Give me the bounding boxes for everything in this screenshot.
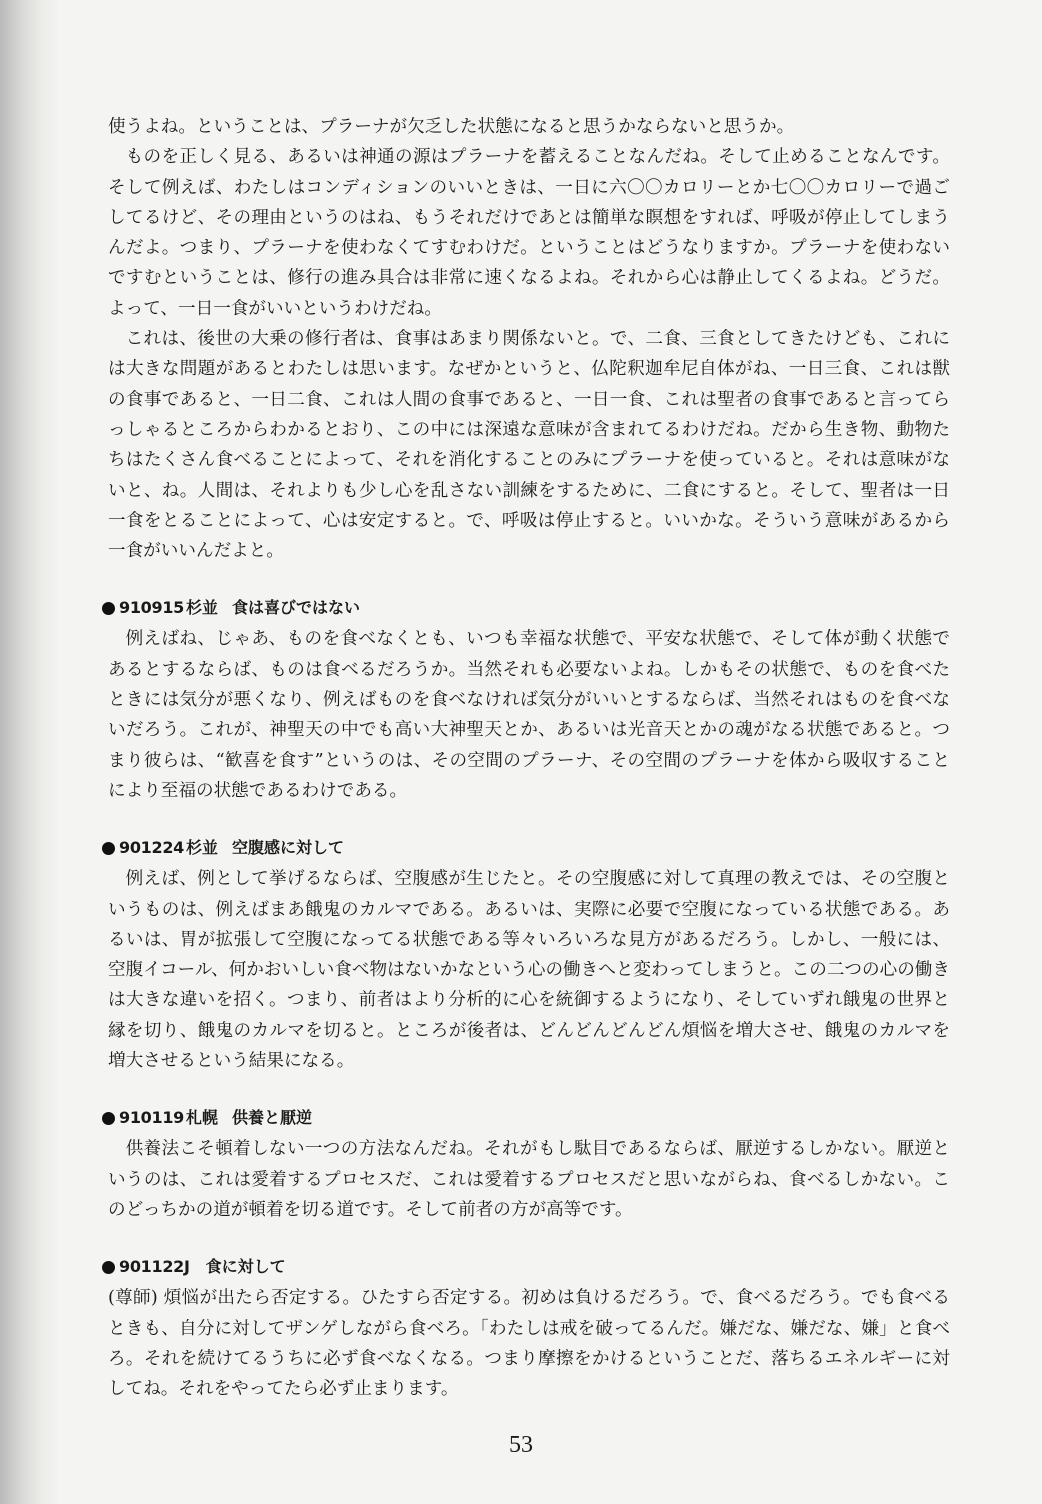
section-text: 供養法こそ頓着しない一つの方法なんだね。それがもし駄目であるならば、厭逆するしかない。厭逆というのは、これは愛着するプロセスだ、これは愛着するプロセスだと思いながらね、食べるしかない。このどっちかの道が頓着を切る道です。そして前者の方が高等です。 [108, 1139, 950, 1220]
section-place: 札幌 [186, 1108, 219, 1128]
section-heading [102, 594, 950, 622]
page-number: 53 [509, 1432, 533, 1458]
section-text: (尊師) 煩悩が出たら否定する。ひたすら否定する。初めは負けるだろう。で、食べるだろう。でも食べるときも、自分に対してザンゲしながら食べろ。「わたしは戒を破ってるんだ。嫌だな、嫌だな、嫌」と食べろ。それを続けてるうちに必ず食べなくなる。つまり摩擦をかけるということだ、落ちるエネルギーに対してね。それをやってたら必ず止まります。 [108, 1288, 950, 1400]
page-content [108, 112, 950, 1404]
section-text: 例えば、例として挙げるならば、空腹感が生じたと。その空腹感に対して真理の教えでは、その空腹というものは、例えばまあ餓鬼のカルマである。あるいは、実際に必要で空腹になっている状態である。あるいは、胃が拡張して空腹になってる状態である等々いろいろな見方があるだろう。しかし、一般には、空腹イコール、何かおいしい食べ物はないかなという心の働きへと変わってしまうと。この二つの心の働きは大きな違いを招く。つまり、前者はより分析的に心を統御するようになり、そしていずれ餓鬼の世界と縁を切り、餓鬼のカルマを切ると。ところが後者は、どんどんどんどん煩悩を増大させ、餓鬼のカルマを増大させるという結果になる。 [108, 869, 950, 1072]
intro-paragraph-2: ものを正しく見る、あるいは神通の源はプラーナを蓄えることなんだね。そして止めることなんです。そして例えば、わたしはコンディションのいいときは、一日に六〇〇カロリーとか七〇〇カロリーで過ごしてるけど、その理由というのはね、もうそれだけであとは簡単な瞑想をすれば、呼吸が停止してしまうんだよ。つまり、プラーナを使わなくてすむわけだ。ということはどうなりますか。プラーナを使わないですむということは、修行の進み具合は非常に速くなるよね。それから心は静止してくるよね。どうだ。よって、一日一食がいいというわけだね。 [108, 147, 950, 319]
bullet-icon [102, 842, 115, 855]
bullet-icon [102, 1112, 115, 1125]
section-title: 供養と厭逆 [232, 1108, 313, 1128]
intro-paragraph-1: 使うよね。ということは、プラーナが欠乏した状態になると思うかならないと思うか。 [108, 117, 795, 137]
section-heading [102, 834, 950, 862]
section-title: 空腹感に対して [232, 838, 345, 858]
section-place: 杉並 [186, 838, 219, 858]
bullet-icon [102, 602, 115, 615]
section-date: 901224 [119, 838, 184, 858]
book-spine-shadow [0, 0, 60, 1504]
section-text: 例えばね、じゃあ、ものを食べなくとも、いつも幸福な状態で、平安な状態で、そして体が動く状態であるとするならば、ものは食べるだろうか。当然それも必要ないよね。しかもその状態で、ものを食べたときには気分が悪くなり、例えばものを食べなければ気分がいいとするならば、当然それはものを食べないだろう。これが、神聖天の中でも高い大神聖天とか、あるいは光音天とかの魂がなる状態であると。つまり彼らは、“歓喜を食す”というのは、その空間のプラーナ、その空間のプラーナを体から吸収することにより至福の状態であるわけである。 [108, 629, 950, 801]
section-date: 901122J [119, 1257, 190, 1277]
section-title: 食は喜びではない [232, 598, 361, 618]
bullet-icon [102, 1261, 115, 1274]
section-place: 杉並 [186, 598, 219, 618]
intro-paragraph-3: これは、後世の大乗の修行者は、食事はあまり関係ないと。で、二食、三食としてきたけども、これには大きな問題があるとわたしは思います。なぜかというと、仏陀釈迦牟尼自体がね、一日三食、これは獣の食事であると、一日二食、これは人間の食事であると、一日一食、これは聖者の食事であると言ってらっしゃるところからわかるとおり、この中には深遠な意味が含まれてるわけだね。だから生き物、動物たちはたくさん食べることによって、それを消化することのみにプラーナを使っていると。それは意味がないと、ね。人間は、それよりも少し心を乱さない訓練をするために、二食にすると。そして、聖者は一日一食をとることによって、心は安定すると。で、呼吸は停止すると。いいかな。そういう意味があるから一食がいいんだよと。 [108, 329, 950, 562]
section-title: 食に対して [205, 1257, 286, 1277]
section-date: 910119 [119, 1108, 184, 1128]
section-901122J [108, 1253, 950, 1404]
section-heading [102, 1104, 950, 1132]
section-901224 [108, 834, 950, 1076]
section-910119 [108, 1104, 950, 1225]
section-heading [102, 1253, 950, 1281]
section-910915 [108, 594, 950, 806]
section-date: 910915 [119, 598, 184, 618]
